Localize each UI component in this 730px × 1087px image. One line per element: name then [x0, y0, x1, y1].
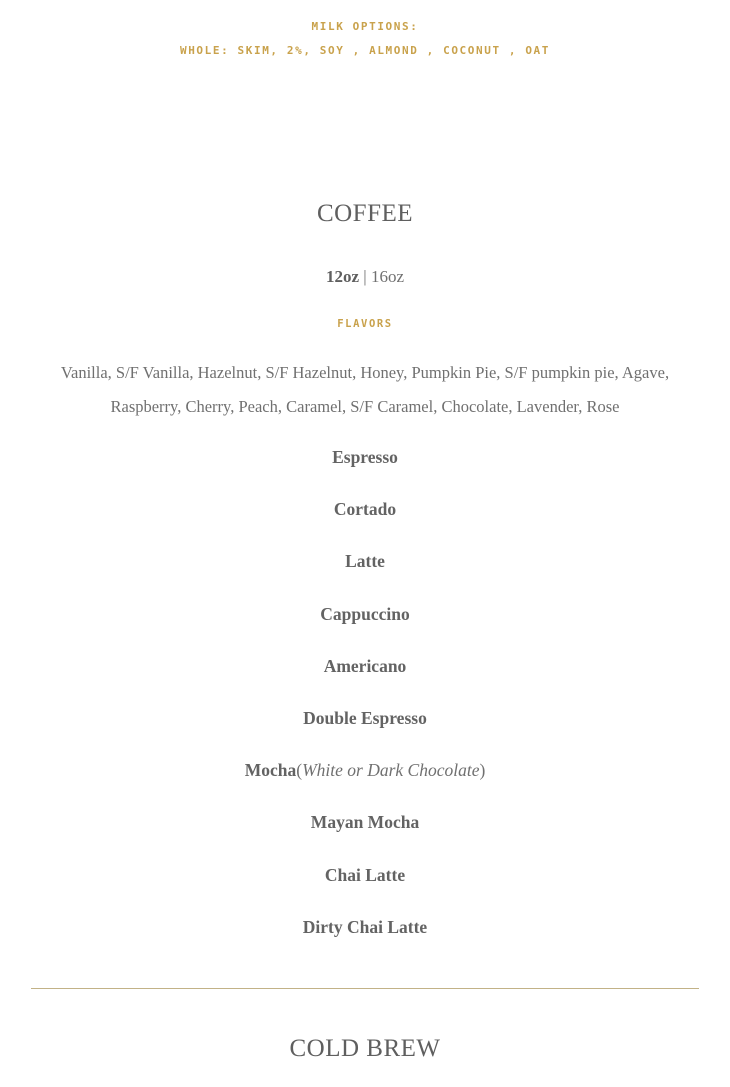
menu-item-mayan-mocha — [0, 805, 730, 857]
size-12oz: 12oz — [326, 267, 360, 286]
menu-item-mocha — [0, 753, 730, 805]
coffee-sizes — [0, 267, 730, 287]
menu-item-name: Double Espresso — [303, 707, 427, 728]
menu-item-chai-latte — [0, 858, 730, 910]
menu-item-name: Latte — [345, 551, 385, 572]
menu-item-name: Chai Latte — [324, 864, 406, 885]
flavors-label: FLAVORS — [337, 318, 393, 330]
menu-item-latte — [0, 544, 730, 596]
menu-item-name: Mayan Mocha — [310, 812, 420, 833]
menu-item-note — [296, 760, 485, 780]
menu-item-americano — [0, 649, 730, 701]
menu-item-name: Cappuccino — [320, 603, 410, 624]
cold-brew-section-title: COLD BREW — [289, 1035, 441, 1062]
milk-options-title: MILK OPTIONS: — [311, 20, 419, 33]
menu-item-name: Espresso — [332, 447, 398, 467]
menu-item-name: Cortado — [333, 499, 397, 520]
menu-item-name: Americano — [323, 655, 407, 676]
size-separator: | — [359, 267, 371, 286]
milk-options-list: WHOLE: SKIM, 2%, SOY , ALMOND , COCONUT , OAT — [179, 44, 550, 57]
note-open-paren: ( — [296, 760, 303, 781]
size-16oz: 16oz — [370, 267, 404, 286]
coffee-section-title: COFFEE — [316, 200, 414, 227]
flavors-list: Vanilla, S/F Vanilla, Hazelnut, S/F Hazelnut, Honey, Pumpkin Pie, S/F pumpkin pie, Agave, Raspberry, Cherry, Peach, Caramel, S/F Caramel, Chocolate, Lavender, Rose — [60, 363, 670, 416]
menu-item-name: Dirty Chai Latte — [302, 916, 428, 937]
menu-item-double-espresso — [0, 701, 730, 753]
menu-item-dirty-chai-latte — [0, 910, 730, 962]
coffee-menu-list — [0, 440, 730, 962]
menu-item-cortado — [0, 492, 730, 544]
note-text: White or Dark Chocolate — [302, 760, 480, 781]
menu-item-name: Mocha — [244, 760, 297, 781]
section-divider — [31, 988, 699, 989]
menu-item-cappuccino — [0, 597, 730, 649]
menu-item-espresso — [0, 440, 730, 492]
note-close-paren: ) — [479, 760, 486, 781]
